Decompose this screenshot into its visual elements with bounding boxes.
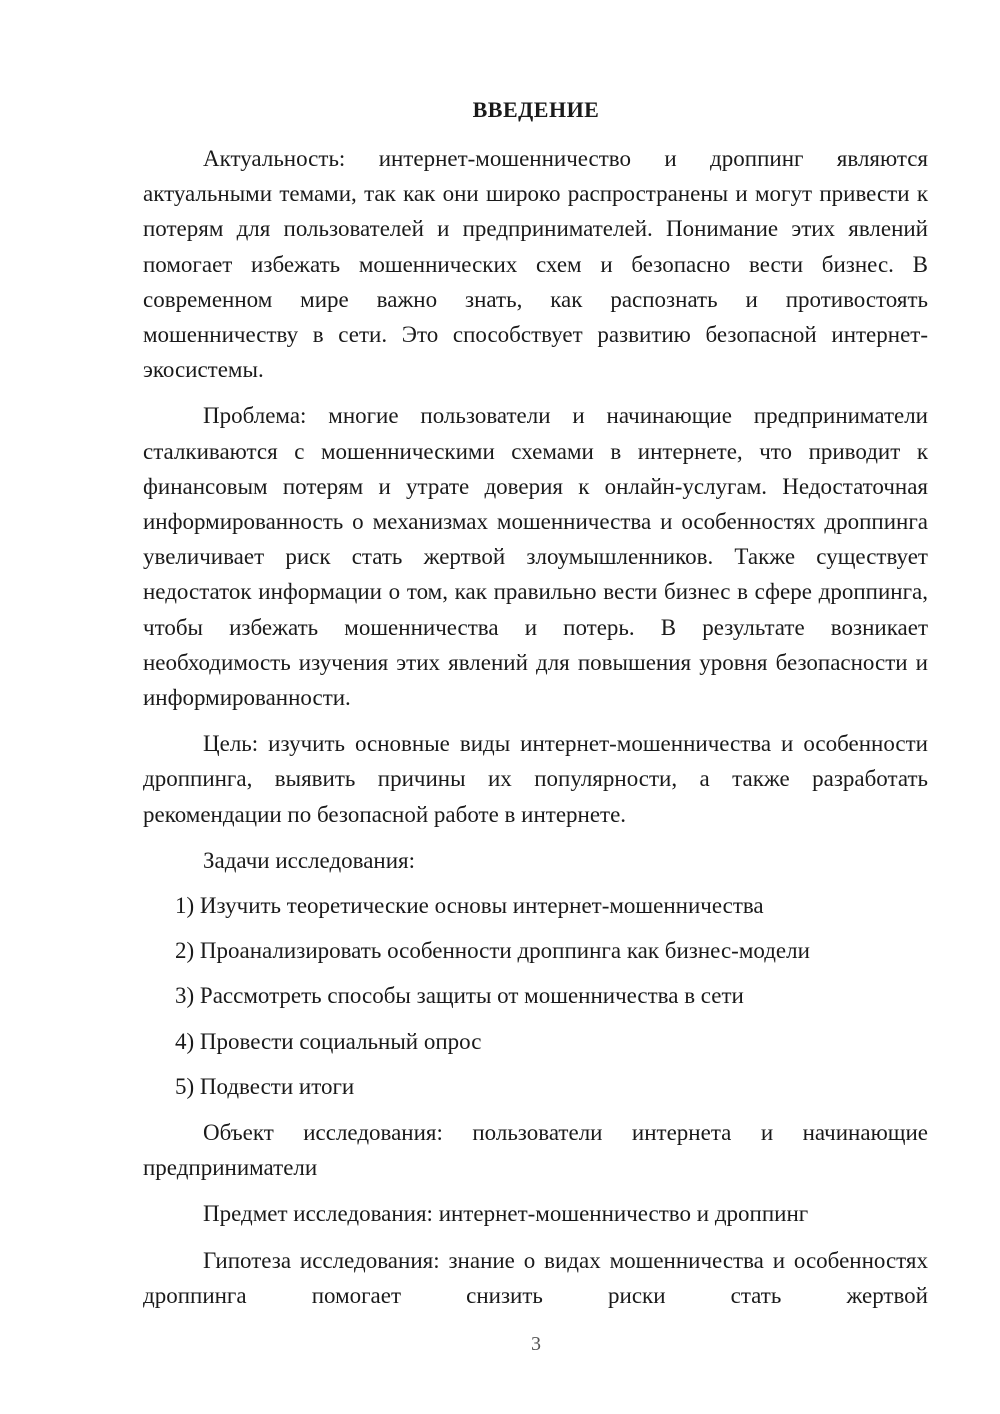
hypothesis-paragraph: Гипотеза исследования: знание о видах мошенничества и особенностях дроппинга помогает снизить риски стать жертвой (143, 1247, 928, 1308)
task-item: 5) Подвести итоги (175, 1073, 355, 1099)
section-heading: ВВЕДЕНИЕ (472, 97, 600, 122)
task-item: 3) Рассмотреть способы защиты от мошенничества в сети (175, 983, 744, 1009)
task-item: 2) Проанализировать особенности дроппинга как бизнес-модели (175, 938, 810, 964)
subject-paragraph: Предмет исследования: интернет-мошенничество и дроппинг (203, 1201, 809, 1227)
document-body (143, 141, 928, 1313)
page-number: 3 (531, 1333, 541, 1355)
task-item: 1) Изучить теоретические основы интернет-мошенничества (175, 893, 764, 919)
task-item: 4) Провести социальный опрос (175, 1028, 482, 1054)
relevance-paragraph: Актуальность: интернет-мошенничество и дроппинг являются актуальными темами, так как они широко распространены и могут привести к потерям для пользователей и предпринимателей. Понимание этих явлений помогает избежать мошеннических схем и безопасно вести бизнес. В современном мире важно знать, как распознать и противостоять мошенничеству в сети. Это способствует развитию безопасной интернет-экосистемы. (143, 146, 928, 383)
object-paragraph: Объект исследования: пользователи интернета и начинающие предприниматели (143, 1120, 928, 1181)
problem-paragraph: Проблема: многие пользователи и начинающие предприниматели сталкиваются с мошенническими схемами в интернете, что приводит к финансовым потерям и утрате доверия к онлайн-услугам. Недостаточная информированность о механизмах мошенничества и особенностях дроппинга увеличивает риск стать жертвой злоумышленников. Также существует недостаток информации о том, как правильно вести бизнес в сфере дроппинга, чтобы избежать мошенничества и потерь. В результате возникает необходимость изучения этих явлений для повышения уровня безопасности и информированности. (143, 403, 928, 711)
goal-paragraph: Цель: изучить основные виды интернет-мошенничества и особенности дроппинга, выявить причины их популярности, а также разработать рекомендации по безопасной работе в интернете. (143, 731, 928, 827)
tasks-title: Задачи исследования: (203, 847, 416, 873)
